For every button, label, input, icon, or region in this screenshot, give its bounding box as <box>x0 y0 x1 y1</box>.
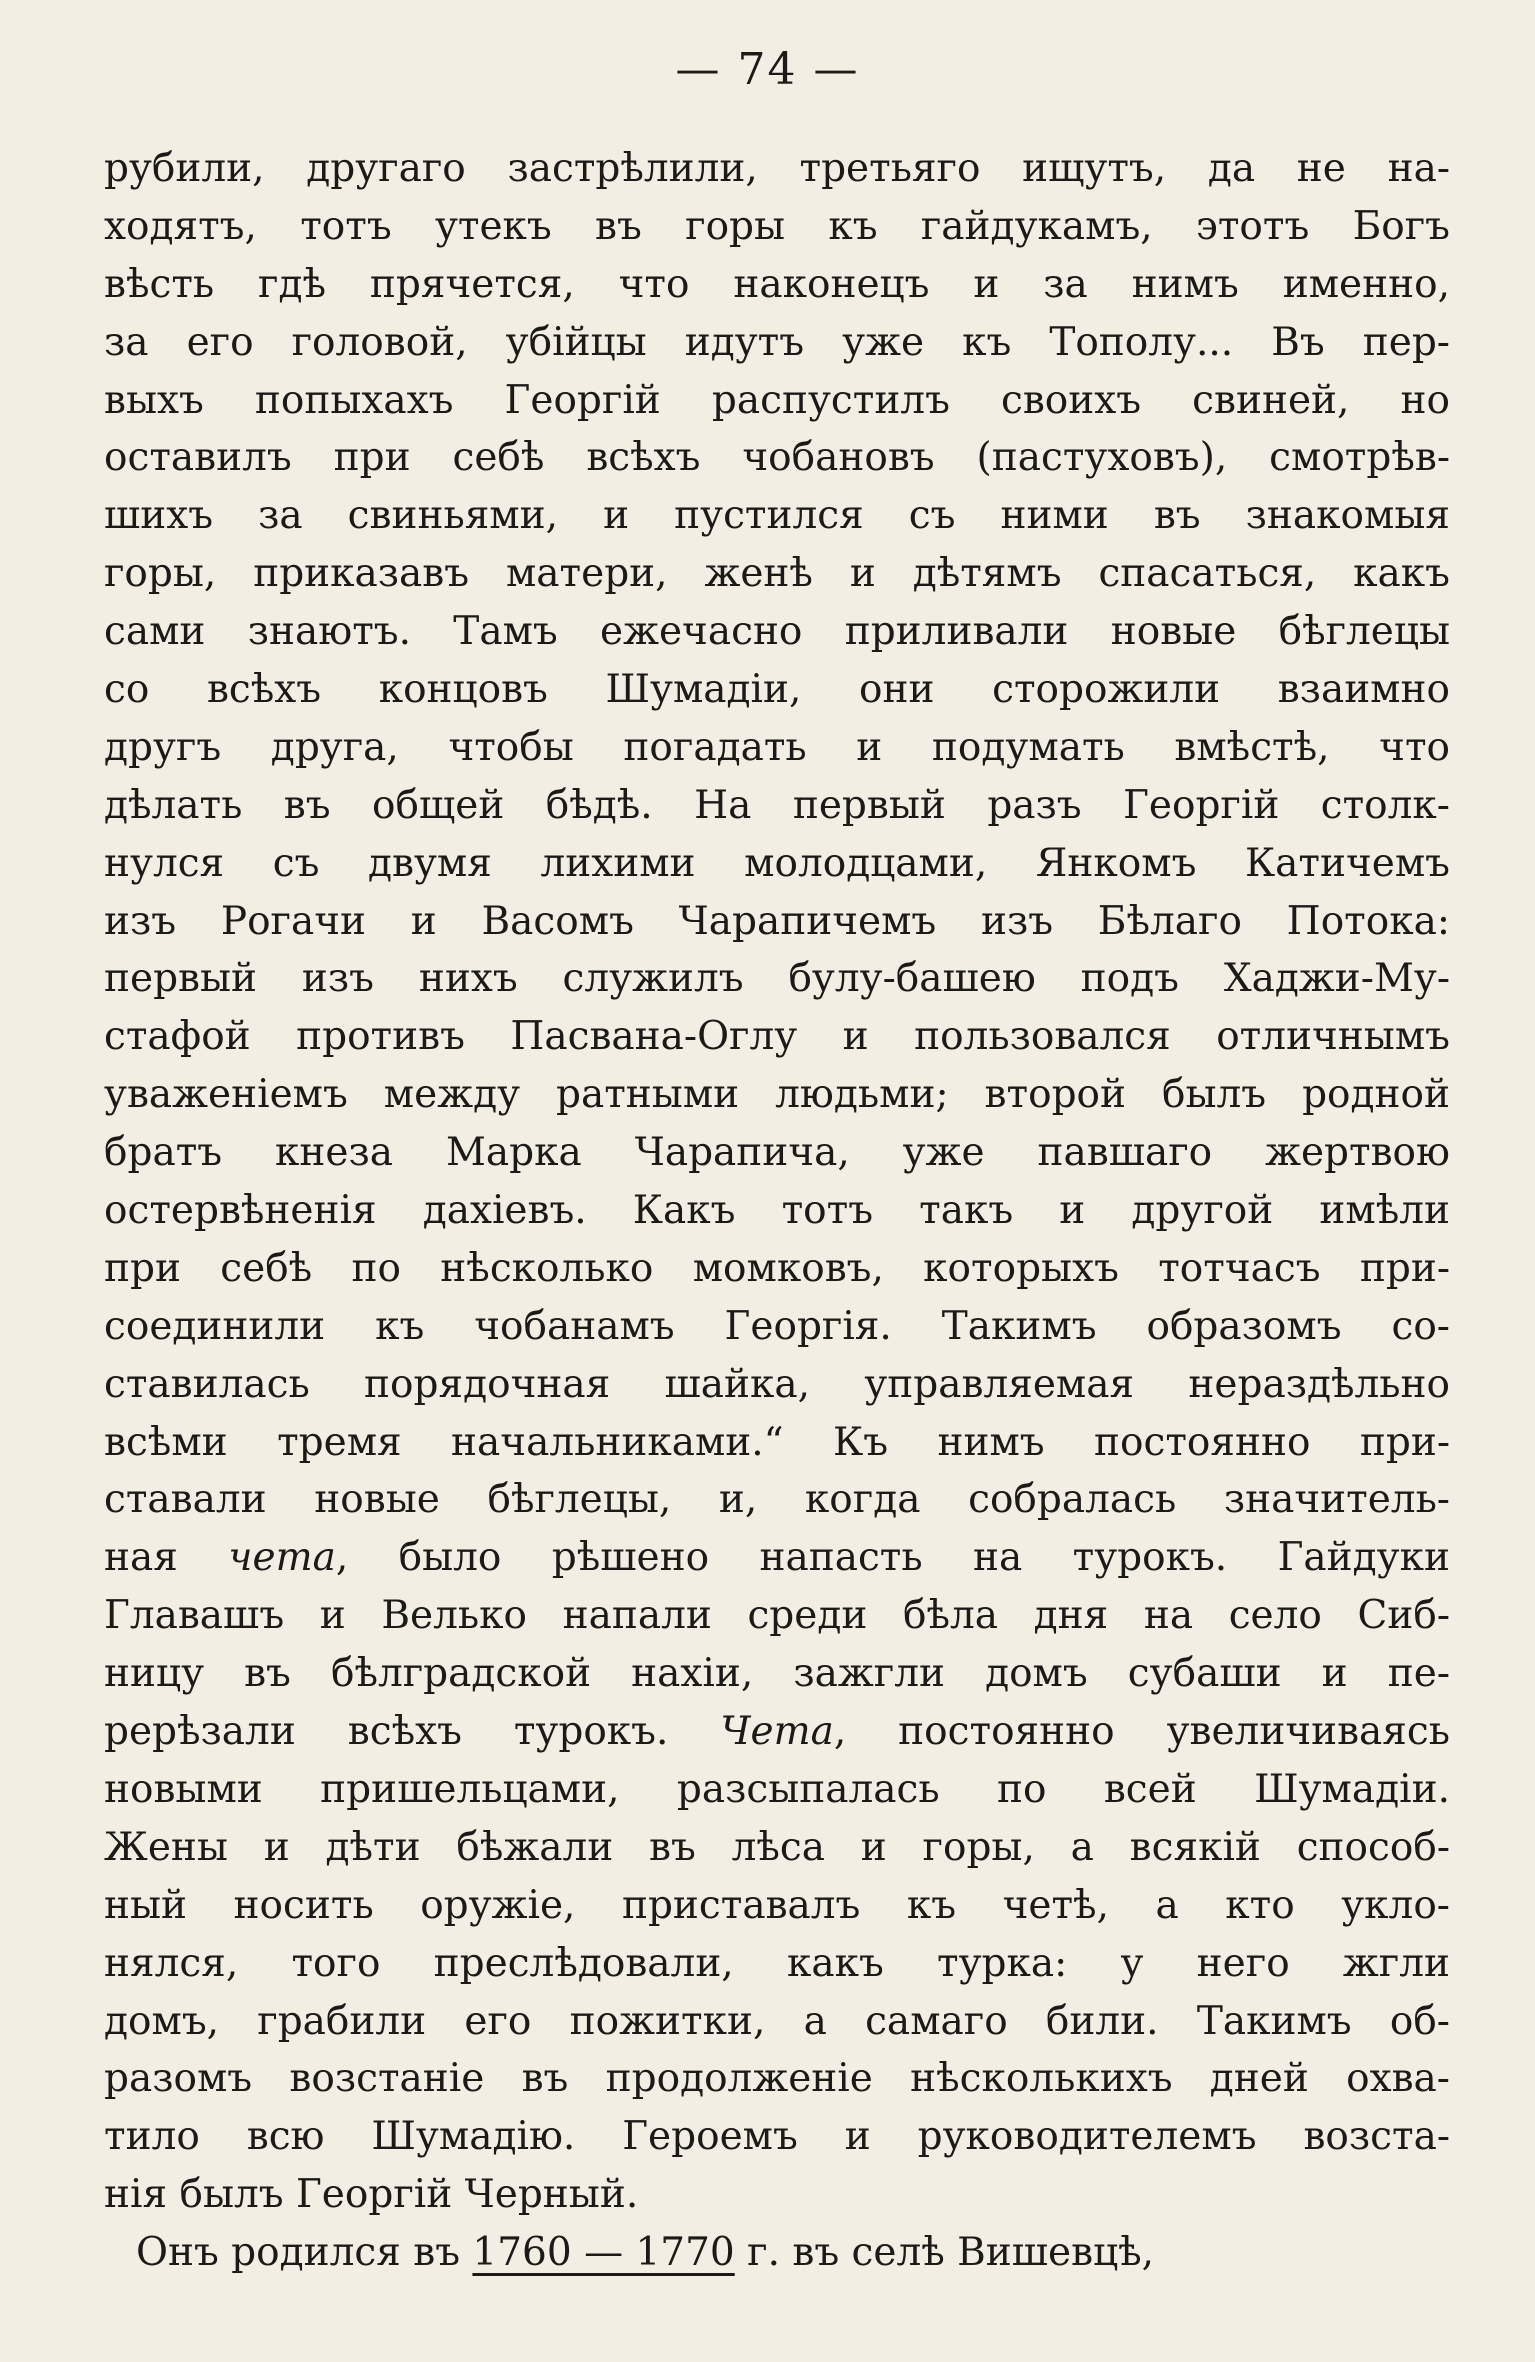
text-line: сами знаютъ. Тамъ ежечасно приливали новые бѣглецы <box>104 609 1450 655</box>
text-segment: , постоянно увеличиваясь <box>833 1709 1450 1755</box>
text-line: ставилась порядочная шайка, управляемая нераздѣльно <box>104 1361 1450 1407</box>
text-line: новыми пришельцами, разсыпалась по всей Шумадіи. <box>104 1766 1450 1812</box>
text-line <box>104 1529 1450 1587</box>
text-line: всѣми тремя начальниками.“ Къ нимъ постоянно при- <box>104 1419 1450 1465</box>
text-line: домъ, грабили его пожитки, а самаго били. Такимъ об- <box>104 1998 1450 2044</box>
text-line: оставилъ при себѣ всѣхъ чобановъ (пастуховъ), смотрѣв- <box>104 435 1450 481</box>
text-line: стафой противъ Пасвана-Оглу и пользовался отличнымъ <box>104 1014 1450 1060</box>
text-line: вѣсть гдѣ прячется, что наконецъ и за нимъ именно, <box>104 261 1450 307</box>
text-line: за его головой, убійцы идутъ уже къ Тополу... Въ пер- <box>104 319 1450 365</box>
text-line: ницу въ бѣлградской нахіи, зажгли домъ субаши и пе- <box>104 1651 1450 1697</box>
text-line: при себѣ по нѣсколько момковъ, которыхъ тотчасъ при- <box>104 1245 1450 1291</box>
text-line: ходятъ, тотъ утекъ въ горы къ гайдукамъ, этотъ Богъ <box>104 203 1450 249</box>
text-segment: г. въ селѣ Вишевцѣ, <box>734 2230 1155 2276</box>
text-line: соединили къ чобанамъ Георгія. Такимъ образомъ со- <box>104 1303 1450 1349</box>
text-line: остервѣненія дахіевъ. Какъ тотъ такъ и другой имѣли <box>104 1188 1450 1234</box>
italic-term: чета <box>228 1535 336 1581</box>
text-line <box>104 1703 1450 1761</box>
text-line: рубили, другаго застрѣлили, третьяго ищутъ, да не на- <box>104 146 1450 191</box>
text-line: Жены и дѣти бѣжали въ лѣса и горы, а всякій способ- <box>104 1824 1450 1870</box>
italic-term: Чета <box>720 1709 834 1755</box>
text-line: ставали новые бѣглецы, и, когда собралась значитель- <box>104 1477 1450 1523</box>
text-line: нялся, того преслѣдовали, какъ турка: у него жгли <box>104 1940 1450 1986</box>
text-line: разомъ возстаніе въ продолженіе нѣсколькихъ дней охва- <box>104 2056 1450 2102</box>
text-line: шихъ за свиньями, и пустился съ ними въ знакомыя <box>104 493 1450 539</box>
text-line: ный носить оружіе, приставалъ къ четѣ, а кто укло- <box>104 1882 1450 1928</box>
text-segment: Онъ родился въ <box>136 2230 473 2276</box>
underlined-dates: 1760 — 1770 <box>472 2230 735 2276</box>
text-segment: , было рѣшено напасть на турокъ. Гайдуки <box>335 1535 1450 1581</box>
text-line: другъ друга, чтобы погадать и подумать вмѣстѣ, что <box>104 724 1450 770</box>
text-line: горы, приказавъ матери, женѣ и дѣтямъ спасаться, какъ <box>104 551 1450 597</box>
text-line: со всѣхъ концовъ Шумадіи, они сторожили взаимно <box>104 667 1450 713</box>
text-line: нулся съ двумя лихими молодцами, Янкомъ Катичемъ <box>104 840 1450 886</box>
text-line: первый изъ нихъ служилъ булу-башею подъ Хаджи-Му- <box>104 956 1450 1002</box>
text-line: нія былъ Георгій Черный. <box>104 2172 639 2218</box>
text-segment: рерѣзали всѣхъ турокъ. <box>104 1709 721 1755</box>
body-text <box>104 140 1450 2282</box>
text-line: изъ Рогачи и Васомъ Чарапичемъ изъ Бѣлаго Потока: <box>104 898 1450 944</box>
text-line: тило всю Шумадію. Героемъ и руководителемъ возста- <box>104 2114 1450 2160</box>
page-number: — 74 — <box>675 44 860 95</box>
text-line: Главашъ и Велько напали среди бѣла дня на село Сиб- <box>104 1593 1450 1639</box>
text-line: братъ кнеза Марка Чарапича, уже павшаго жертвою <box>104 1130 1450 1176</box>
text-line: выхъ попыхахъ Георгій распустилъ своихъ свиней, но <box>104 377 1450 423</box>
text-line-final <box>104 2224 1450 2282</box>
text-line: уваженіемъ между ратными людьми; второй былъ родной <box>104 1072 1450 1118</box>
text-segment: ная <box>104 1535 229 1581</box>
text-line: дѣлать въ общей бѣдѣ. На первый разъ Георгій столк- <box>104 782 1450 828</box>
